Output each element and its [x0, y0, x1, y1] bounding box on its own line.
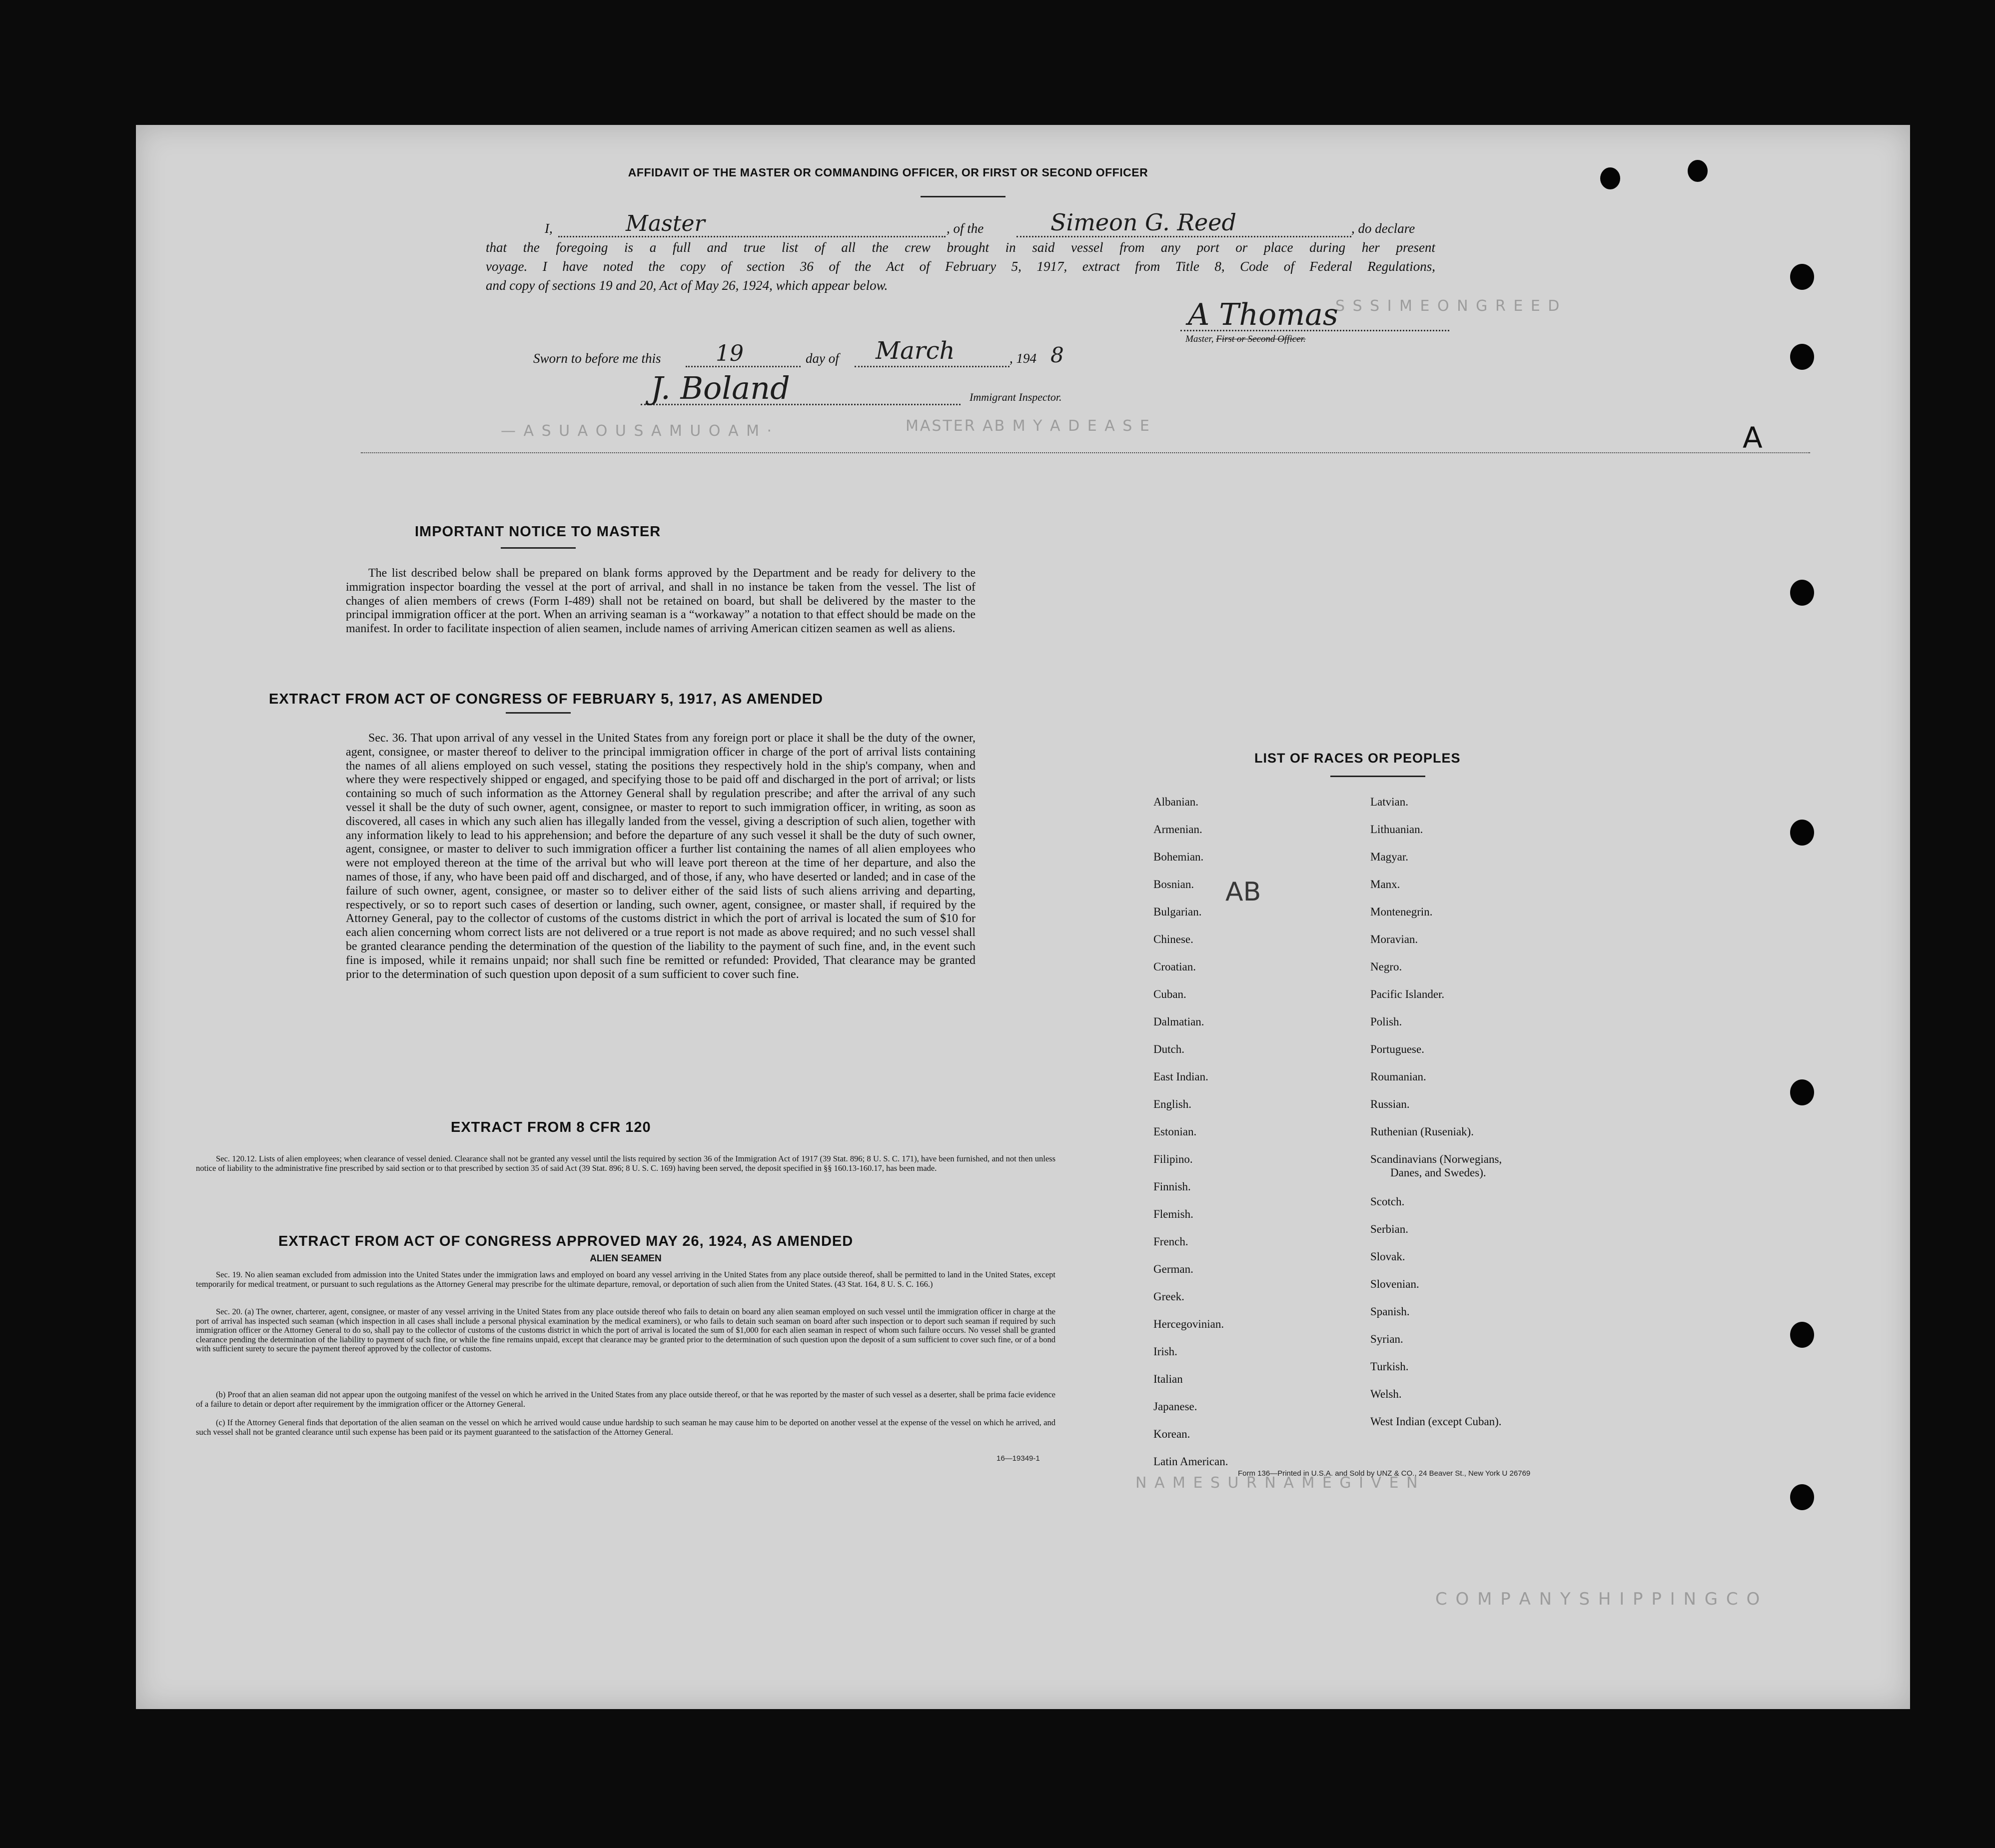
sworn-prefix: Sworn to before me this [533, 351, 661, 366]
race-item: Slovak. [1370, 1250, 1405, 1263]
race-item: French. [1153, 1235, 1188, 1248]
dotted-line [558, 236, 946, 237]
act-1924-section-20c: (c) If the Attorney General finds that deportation of the alien seaman on the vessel on which he arrived would cause undue hardship to such seaman he may cause him to be deported on another vessel at the expense of the vessel on which he arrived, and such vessel shall not be granted clearance until such expense has been paid or its payment guaranteed to the satisfaction of the Attorney General. [196, 1418, 1055, 1437]
dotted-line [1016, 236, 1351, 237]
races-underline [1330, 776, 1425, 777]
race-item: Danes, and Swedes). [1390, 1166, 1486, 1179]
ab-annotation: AB [1225, 877, 1261, 907]
bleed-through-text: S S S I M E O N G R E E D [1335, 297, 1561, 315]
act-1917-title: EXTRACT FROM ACT OF CONGRESS OF FEBRUARY 5, 1917, AS AMENDED [269, 691, 823, 707]
race-item: Japanese. [1153, 1400, 1197, 1413]
dotted-line [855, 366, 1009, 367]
race-item: Italian [1153, 1373, 1183, 1385]
race-item: Croatian. [1153, 960, 1196, 973]
race-item: Russian. [1370, 1098, 1410, 1110]
notice-body: The list described below shall be prepared on blank forms approved by the Department and be ready for delivery to the immigration inspector boarding the vessel at the port of arrival, and shall in no instance be taken from the vessel. The list of changes of alien members of crews (Form I-489) shall not be retained on board, but shall be delivered by the master to the principal immigration officer at the port. When an arriving seaman is a “workaway” a notation to that effect should be made on the manifest. In order to facilitate inspection of alien seamen, include names of arriving American citizen seamen as well as aliens. [346, 567, 976, 636]
race-item: Magyar. [1370, 851, 1409, 863]
race-item: Scandinavians (Norwegians, [1370, 1153, 1502, 1165]
inspector-label: Immigrant Inspector. [970, 391, 1062, 403]
act-1924-title: EXTRACT FROM ACT OF CONGRESS APPROVED MAY 26, 1924, AS AMENDED [278, 1233, 854, 1249]
print-code: 16—19349-1 [997, 1454, 1040, 1463]
race-item: Latvian. [1370, 796, 1408, 808]
bleed-through-text: N A M E S U R N A M E G I V E N [1135, 1474, 1419, 1492]
cfr-title: EXTRACT FROM 8 CFR 120 [451, 1119, 651, 1135]
punch-hole [1790, 820, 1814, 846]
race-item: Manx. [1370, 878, 1400, 891]
race-item: Greek. [1153, 1290, 1184, 1303]
form-printer-note: Form 136—Printed in U.S.A. and Sold by UNZ & CO., 24 Beaver St., New York U 26769 [1238, 1469, 1531, 1478]
race-item: Slovenian. [1370, 1278, 1419, 1290]
bleed-through-text: MASTER AB M Y A D E A S E [906, 417, 1151, 435]
punch-hole [1790, 1484, 1814, 1510]
inspector-signature: J. Boland [651, 370, 790, 406]
corner-letter: A [1743, 421, 1763, 455]
bleed-through-text: C O M P A N Y S H I P P I N G C O [1435, 1589, 1762, 1609]
race-item: Serbian. [1370, 1223, 1409, 1235]
notice-title: IMPORTANT NOTICE TO MASTER [415, 524, 661, 540]
race-item: Dalmatian. [1153, 1015, 1204, 1028]
race-item: Bohemian. [1153, 851, 1204, 863]
signature-caption-struck: First or Second Officer. [1216, 334, 1306, 344]
races-title: LIST OF RACES OR PEOPLES [1254, 751, 1461, 766]
race-item: Turkish. [1370, 1360, 1409, 1373]
race-item: Latin American. [1153, 1455, 1228, 1468]
sworn-day: 19 [716, 341, 744, 366]
race-item: West Indian (except Cuban). [1370, 1415, 1502, 1428]
race-item: Bulgarian. [1153, 906, 1202, 918]
act-1924-subtitle: ALIEN SEAMEN [590, 1253, 662, 1264]
signature-caption-master: Master, [1185, 334, 1214, 344]
declaration-suffix: , do declare [1351, 221, 1415, 236]
race-item: Roumanian. [1370, 1070, 1426, 1083]
race-item: Spanish. [1370, 1305, 1410, 1318]
punch-hole [1790, 344, 1814, 370]
punch-hole [1790, 1322, 1814, 1348]
punch-hole [1790, 1079, 1814, 1105]
race-item: Flemish. [1153, 1208, 1193, 1220]
declarant-role: Master [626, 211, 705, 236]
sworn-month: March [876, 337, 955, 365]
race-item: Syrian. [1370, 1333, 1403, 1345]
race-item: Korean. [1153, 1428, 1190, 1440]
document-page [136, 125, 1910, 1709]
race-item: Hercegovinian. [1153, 1318, 1224, 1330]
race-item: Albanian. [1153, 796, 1199, 808]
vessel-name: Simeon G. Reed [1050, 209, 1236, 236]
race-item: Chinese. [1153, 933, 1193, 945]
signature-caption [1185, 334, 1306, 345]
act-1917-section-36: Sec. 36. That upon arrival of any vessel in the United States from any foreign port or place it shall be the duty of the owner, agent, consignee, or master thereof to deliver to the principal immigration officer in charge of the port of arrival lists containing the names of all aliens employed on such vessel, stating the positions they respectively hold in the ship's company, when and where they were respectively shipped or engaged, and specifying those to be paid off and discharged in the port of arrival; or lists containing so much of such information as the Attorney General shall by regulation prescribe; and after the arrival of any such vessel it shall be the duty of such owner, agent, consignee, or master to report to such immigration officer, in writing, as soon as discovered, all cases in which any such alien has illegally landed from the vessel, giving a description of such alien, together with any information likely to lead to his apprehension; and before the departure of any such vessel it shall be the duty of such owner, agent, consignee, or master to deliver to such immigration officer a further list containing the names of all alien employees who were not employed thereon at the time of the arrival but who will leave port thereon at the time of her departure, and also the names of those, if any, who have been paid off and discharged, and of those, if any, who have deserted or landed; and in case of the failure of such owner, agent, consignee, or master so to deliver either of the said lists of such aliens arriving and departing, respectively, or so to report such cases of desertion or landing, such owner, agent, consignee, or master shall, if required by the Attorney General, pay to the collector of customs of the customs district in which the port of arrival is located the sum of $10 for each alien concerning whom correct lists are not delivered or a true report is not made as above required; and no such vessel shall be granted clearance pending the determination of the question of the liability to the payment of such fine, and, in the event such fine is imposed, while it remains unpaid; nor shall such fine be remitted or refunded: Provided, That clearance may be granted prior to the determination of such question upon deposit of a sum sufficient to cover such fine. [346, 732, 976, 981]
race-item: Filipino. [1153, 1153, 1193, 1165]
act-1924-section-20b: (b) Proof that an alien seaman did not appear upon the outgoing manifest of the vessel on which he arrived in the United States from any place outside thereof, or that he was reported by the master of such vessel as a deserter, shall be prima facie evidence of a failure to detain or deport after requirement by the immigration officer or the Attorney General. [196, 1390, 1055, 1409]
race-item: Lithuanian. [1370, 823, 1423, 836]
sworn-year-prefix: , 194 [1009, 351, 1036, 366]
declaration-line-2: that the foregoing is a full and true list of all the crew brought in said vessel from any port or place during her present [486, 240, 1435, 255]
sworn-year-digit: 8 [1050, 343, 1064, 367]
title-underline [921, 196, 1005, 197]
race-item: Cuban. [1153, 988, 1186, 1000]
race-item: Finnish. [1153, 1180, 1191, 1193]
race-item: Moravian. [1370, 933, 1418, 945]
bleed-through-text: — A S U A O U S A M U O A M · [501, 422, 774, 440]
race-item: Portuguese. [1370, 1043, 1424, 1055]
race-item: East Indian. [1153, 1070, 1208, 1083]
race-item: German. [1153, 1263, 1193, 1275]
race-item: Ruthenian (Ruseniak). [1370, 1125, 1474, 1138]
punch-hole [1790, 580, 1814, 606]
race-item: Scotch. [1370, 1195, 1405, 1208]
declaration-line-3: voyage. I have noted the copy of section 36 of the Act of February 5, 1917, extract from Title 8, Code of Federal Regulations, [486, 259, 1435, 274]
race-item: Estonian. [1153, 1125, 1197, 1138]
race-item: English. [1153, 1098, 1192, 1110]
race-item: Dutch. [1153, 1043, 1184, 1055]
punch-hole [1688, 160, 1708, 182]
declaration-prefix: I, [545, 221, 553, 236]
declaration-line-4: and copy of sections 19 and 20, Act of May 26, 1924, which appear below. [486, 278, 888, 293]
cfr-section-120-12: Sec. 120.12. Lists of alien employees; when clearance of vessel denied. Clearance shall not be granted any vessel until the lists required by section 36 of the Immigration Act of 1917 (39 Stat. 896; 8 U. S. C. 171), have been furnished, and not then unless notice of liability to the administrative fine prescribed by said section or to that prescribed by section 35 of said Act (39 Stat. 896; 8 U. S. C. 169) having been served, the deposit specified in §§ 160.13-160.17, has been made. [196, 1154, 1055, 1173]
sworn-mid: day of [806, 351, 839, 366]
race-item: Armenian. [1153, 823, 1202, 836]
punch-hole [1790, 264, 1814, 290]
affidavit-title: AFFIDAVIT OF THE MASTER OR COMMANDING OFFICER, OR FIRST OR SECOND OFFICER [628, 166, 1148, 179]
race-item: Pacific Islander. [1370, 988, 1445, 1000]
race-item: Negro. [1370, 960, 1402, 973]
master-signature: A Thomas [1188, 297, 1338, 332]
race-item: Welsh. [1370, 1388, 1402, 1400]
act-1917-underline [506, 712, 571, 714]
race-item: Montenegrin. [1370, 906, 1433, 918]
notice-underline [501, 547, 576, 549]
race-item: Irish. [1153, 1345, 1177, 1358]
declaration-mid: , of the [947, 221, 984, 236]
act-1924-section-19: Sec. 19. No alien seaman excluded from admission into the United States under the immigration laws and employed on board any vessel arriving in the United States from any place outside thereof, shall be permitted to land in the United States, except temporarily for medical treatment, or pursuant to such regulations as the Attorney General may prescribe for the ultimate departure, removal, or deportation of such alien from the United States. (43 Stat. 164, 8 U. S. C. 166.) [196, 1270, 1055, 1289]
act-1924-section-20a: Sec. 20. (a) The owner, charterer, agent, consignee, or master of any vessel arriving in the United States from any place outside thereof who fails to detain on board any alien seaman employed on such vessel until the immigration officer in charge at the port of arrival has inspected such seaman (which inspection in all cases shall include a personal physical examination by the medical examiners), or who fails to detain such seaman on board after such inspection or to deport such seaman if required by such immigration officer or the Attorney General to do so, shall pay to the collector of customs of the customs district in which the port of arrival is located the sum of $1,000 for each alien seaman in respect of whom such failure occurs. No vessel shall be granted clearance pending the determination of the liability to payment of such fine, or while the fine remains unpaid, except that clearance may be granted prior to the determination of such question upon the deposit of a sum sufficient to cover such fine, or of a bond with sufficient surety to secure the payment thereof approved by the collector of customs. [196, 1307, 1055, 1353]
manifest-header-line [361, 452, 1810, 453]
race-item: Polish. [1370, 1015, 1402, 1028]
race-item: Bosnian. [1153, 878, 1194, 891]
